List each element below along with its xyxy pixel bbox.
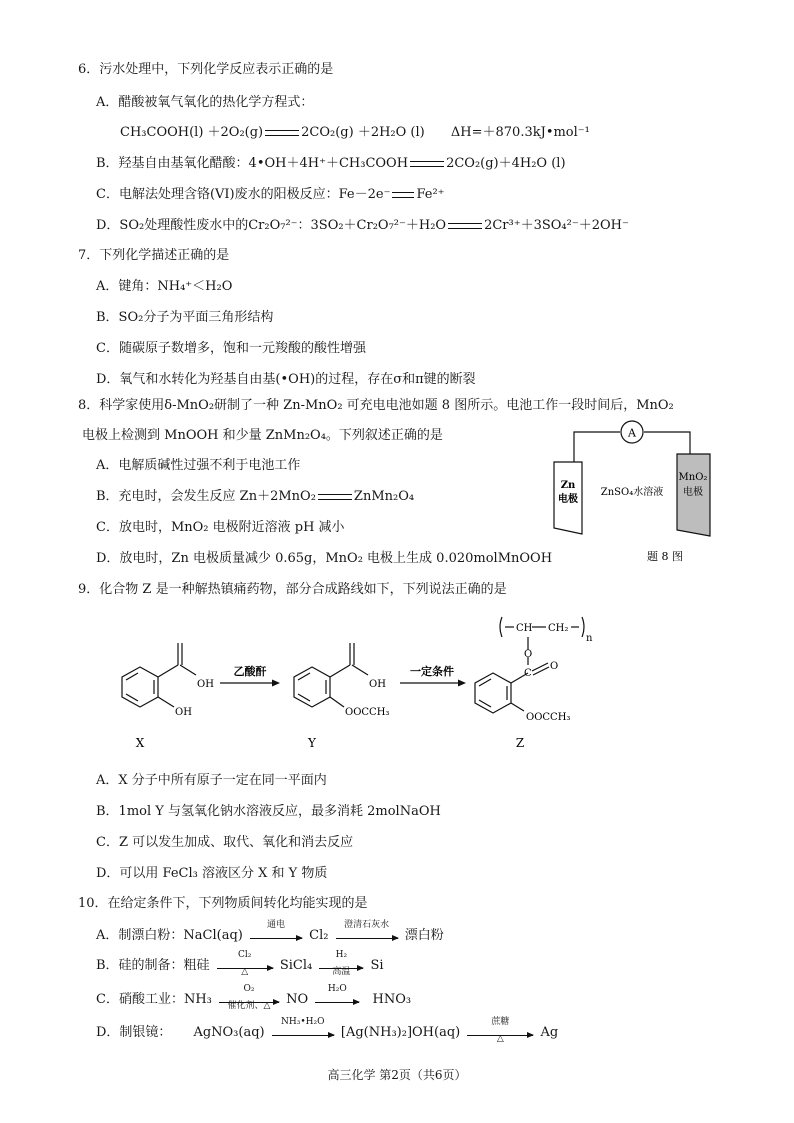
q6-option-a: A．醋酸被氧气氧化的热化学方程式： (96, 95, 314, 110)
arrow2-condition: 一定条件 (410, 665, 454, 678)
arrow-condition: H₂ (335, 950, 348, 960)
q8-stem-line1: 8．科学家使用δ-MnO₂研制了一种 Zn-MnO₂ 可充电电池如题 8 图所示。电池工作一段时间后，MnO₂ (78, 398, 674, 413)
equals-sign (448, 223, 482, 229)
z-ch2: CH₂ (548, 623, 569, 634)
q7-option-d: D．氧气和水转化为羟基自由基(•OH)的过程，存在σ和π键的断裂 (96, 372, 476, 387)
reaction-start: B．硅的制备：粗硅 (96, 958, 210, 973)
reaction-intermediate: [Ag(NH₃)₂]OH(aq) (340, 1025, 461, 1040)
reaction-product: HNO₃ (372, 992, 412, 1007)
reaction-start: AgNO₃(aq) (193, 1025, 265, 1040)
q6-option-d (96, 218, 629, 234)
equals-sign (318, 494, 352, 500)
reaction-intermediate: Cl₂ (309, 928, 329, 943)
q7-option-c: C．随碳原子数增多，饱和一元羧酸的酸性增强 (96, 341, 366, 356)
q9-option-b: B．1mol Y 与氢氧化钠水溶液反应，最多消耗 2molNaOH (96, 804, 441, 819)
q10-stem: 10．在给定条件下，下列物质间转化均能实现的是 (78, 896, 368, 911)
q6-stem: 6．污水处理中，下列化学反应表示正确的是 (78, 62, 334, 77)
q8-option-a: A．电解质碱性过强不利于电池工作 (96, 458, 301, 473)
arrow-condition-below: △ (241, 967, 249, 977)
z-n-subscript: n (586, 633, 593, 644)
eq-right: Fe²⁺ (416, 187, 445, 202)
q8-option-c: C．放电时，MnO₂ 电极附近溶液 pH 减小 (96, 520, 345, 535)
equals-sign (265, 130, 299, 136)
reaction-arrow (336, 920, 398, 939)
y-label: Y (308, 736, 316, 750)
q9-option-d: D．可以用 FeCl₃ 溶液区分 X 和 Y 物质 (96, 866, 328, 881)
equals-sign (392, 192, 414, 198)
q10-option-d (96, 1017, 559, 1044)
reaction-arrow (219, 984, 279, 1011)
x-oh-phenol: OH (175, 707, 192, 718)
q8-stem-line2: 电极上检测到 MnOOH 和少量 ZnMn₂O₄。下列叙述正确的是 (82, 428, 443, 443)
q9-option-a: A．X 分子中所有原子一定在同一平面内 (96, 773, 327, 788)
mno2-electrode-label: MnO₂ (678, 472, 708, 483)
reaction-arrow (272, 1017, 334, 1036)
equals-sign (410, 161, 444, 167)
molecule-x (122, 643, 196, 707)
q10-option-a (96, 920, 444, 944)
q9-stem: 9．化合物 Z 是一种解热镇痛药物，部分合成路线如下，下列说法正确的是 (78, 582, 507, 597)
eq-right: 2CO₂(g)＋4H₂O (l) (446, 156, 566, 171)
z-label: Z (515, 736, 525, 750)
arrow-condition-below: △ (496, 1034, 504, 1044)
y-oh-acid: OH (369, 679, 386, 690)
reaction-label: D．制银镜： (96, 1025, 172, 1040)
electrolyte-label: ZnSO₄水溶液 (600, 487, 664, 498)
y-ester-group: OOCCH₃ (345, 707, 390, 718)
q7-option-b: B．SO₂分子为平面三角形结构 (96, 310, 274, 325)
arrow-condition: 澄清石灰水 (344, 920, 390, 930)
arrow-condition: O₂ (243, 984, 255, 994)
eq-left: D．SO₂处理酸性废水中的Cr₂O₇²⁻：3SO₂＋Cr₂O₇²⁻＋H₂O (96, 218, 447, 233)
molecule-y (294, 643, 368, 707)
arrow1-reagent: 乙酸酐 (233, 665, 267, 678)
reaction-start: A．制漂白粉：NaCl(aq) (96, 928, 243, 943)
eq-left: C．电解法处理含铬(VI)废水的阳极反应：Fe－2e⁻ (96, 187, 391, 202)
arrow-condition: 通电 (266, 920, 285, 930)
q8-option-b (96, 489, 414, 505)
z-ch: CH (516, 623, 533, 634)
q7-stem: 7．下列化学描述正确的是 (78, 248, 230, 263)
z-ester-group: OOCCH₃ (526, 712, 571, 723)
q10-option-c (96, 984, 412, 1011)
arrow-condition: NH₃•H₂O (281, 1017, 325, 1027)
eq-left: CH₃COOH(l) ＋2O₂(g) (120, 125, 264, 140)
z-carbonyl-carbon: C (524, 668, 532, 679)
reaction-arrow (217, 950, 273, 977)
eq-left: B．羟基自由基氧化醋酸：4•OH＋4H⁺＋CH₃COOH (96, 156, 409, 171)
reaction-product: Ag (540, 1025, 559, 1040)
arrow-condition: Cl₂ (238, 950, 252, 960)
mno2-electrode-label-2: 电极 (683, 487, 703, 498)
zn-electrode-label-2: 电极 (558, 494, 578, 505)
q6-option-c (96, 187, 445, 203)
reaction-arrow (250, 920, 302, 939)
q10-option-b (96, 950, 384, 977)
reaction-intermediate: SiCl₄ (279, 958, 313, 973)
z-ester-oxygen: O (524, 649, 533, 660)
reaction-arrow (319, 950, 363, 977)
x-label: X (135, 736, 145, 750)
reaction-intermediate: NO (286, 992, 309, 1007)
arrow-condition: 蔗糖 (491, 1017, 510, 1027)
figure-caption: 题 8 图 (647, 550, 683, 563)
enthalpy: ΔH=＋870.3kJ•mol⁻¹ (450, 125, 590, 140)
synthesis-scheme (100, 605, 620, 755)
reaction-arrow (315, 984, 359, 1003)
eq-right: 2Cr³⁺＋3SO₄²⁻＋2OH⁻ (484, 218, 629, 233)
reaction-arrow (467, 1017, 533, 1044)
q9-option-c: C．Z 可以发生加成、取代、氧化和消去反应 (96, 835, 354, 850)
ammeter-label: A (628, 426, 636, 440)
x-oh-acid: OH (197, 679, 214, 690)
q6-option-b (96, 156, 566, 172)
battery-figure (540, 420, 740, 570)
arrow-condition-below: 催化剂、△ (227, 1001, 271, 1011)
z-carbonyl-oxygen: O (550, 661, 559, 672)
eq-left: B．充电时，会发生反应 Zn＋2MnO₂ (96, 489, 316, 504)
reaction-product: 漂白粉 (404, 928, 444, 943)
eq-right: ZnMn₂O₄ (353, 489, 415, 504)
eq-right: 2CO₂(g) ＋2H₂O (l) (301, 125, 425, 140)
zn-electrode-label: Zn (560, 480, 576, 491)
q8-option-d: D．放电时，Zn 电极质量减少 0.65g，MnO₂ 电极上生成 0.020molMnOOH (96, 551, 553, 566)
page-footer: 高三化学 第2页（共6页） (327, 1068, 467, 1082)
q6-option-a-equation (120, 125, 590, 141)
arrow-condition-below: 高温 (332, 967, 351, 977)
arrow-condition: H₂O (327, 984, 347, 994)
reaction-product: Si (370, 958, 384, 973)
reaction-start: C．硝酸工业：NH₃ (96, 992, 212, 1007)
q7-option-a: A．键角：NH₄⁺＜H₂O (96, 279, 233, 294)
